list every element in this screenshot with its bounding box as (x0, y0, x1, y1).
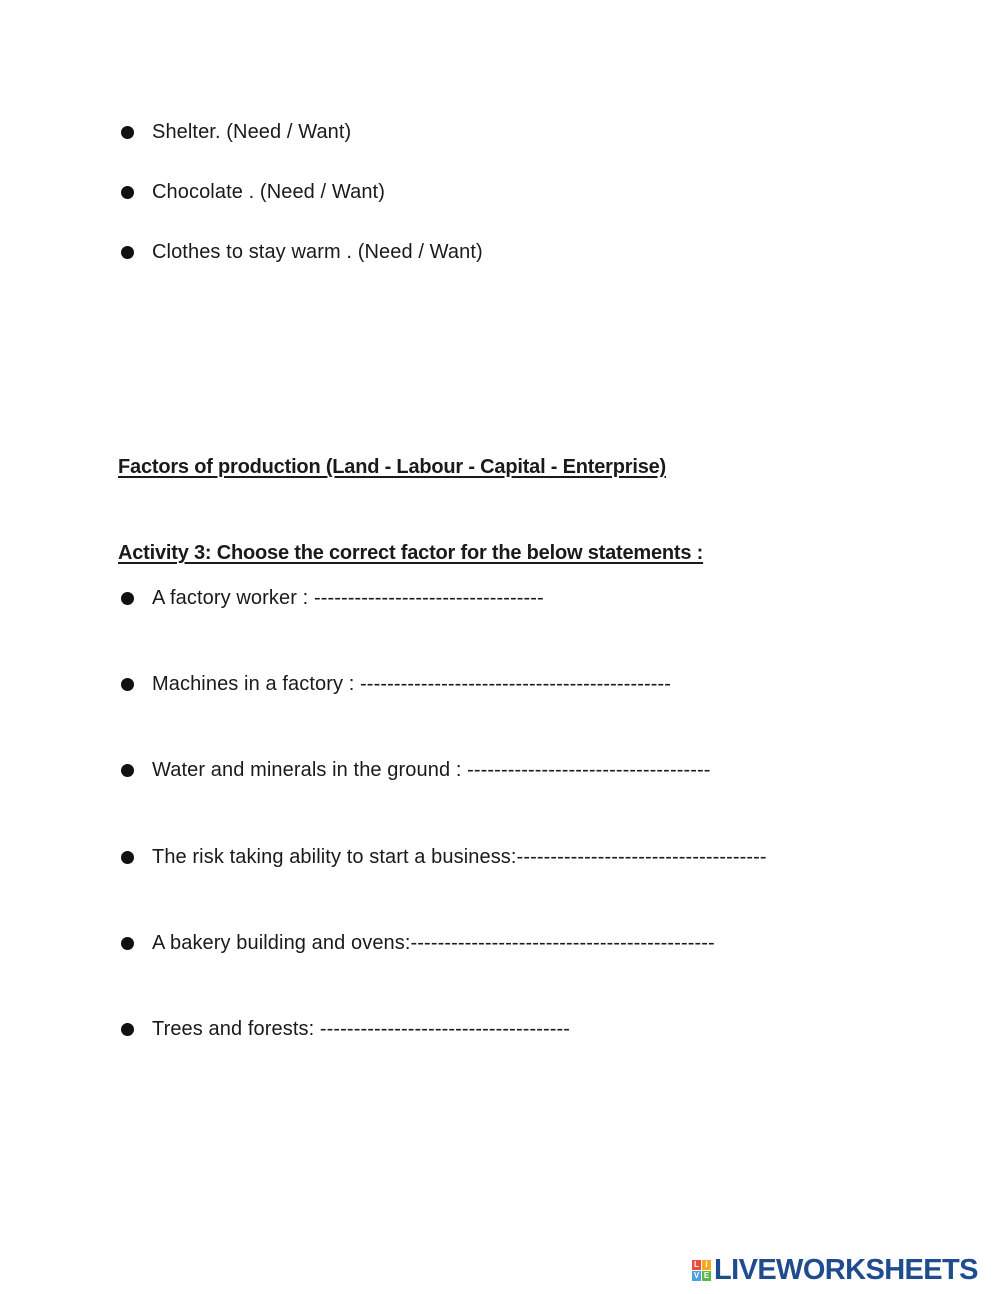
list-item (118, 584, 544, 612)
list-item (118, 118, 351, 146)
item-text[interactable]: Water and minerals in the ground : ------------------------------------ (152, 758, 711, 781)
bullet-icon (121, 186, 134, 199)
list-item (118, 178, 385, 206)
activity-3-heading: Activity 3: Choose the correct factor for the below statements : (118, 542, 704, 564)
item-text[interactable]: Trees and forests: ------------------------------------- (152, 1017, 571, 1040)
bullet-icon (121, 246, 134, 259)
bullet-icon (121, 1023, 134, 1036)
item-text: Clothes to stay warm . (Need / Want) (152, 240, 483, 263)
list-item (118, 929, 715, 957)
item-text: Chocolate . (Need / Want) (152, 180, 385, 203)
logo-cell-e: E (703, 1270, 710, 1280)
list-item (118, 1015, 570, 1043)
bullet-icon (121, 592, 134, 605)
logo-cell-i: I (702, 1260, 711, 1270)
item-text[interactable]: The risk taking ability to start a business:------------------------------------- (152, 845, 767, 868)
list-item (118, 238, 483, 266)
bullet-icon (121, 126, 134, 139)
bullet-icon (121, 851, 134, 864)
bullet-icon (121, 764, 134, 777)
list-item (118, 670, 671, 698)
bullet-icon (121, 937, 134, 950)
factors-heading: Factors of production (Land - Labour - Capital - Enterprise) (118, 456, 667, 478)
logo-cell-v: V (693, 1270, 700, 1280)
logo-mark-icon (692, 1260, 711, 1281)
logo-text: LIVEWORKSHEETS (714, 1253, 978, 1286)
item-text[interactable]: A factory worker : ---------------------------------- (152, 586, 544, 609)
list-item (118, 756, 711, 784)
item-text: Shelter. (Need / Want) (152, 120, 352, 143)
logo-cell-l: L (692, 1260, 701, 1270)
item-text[interactable]: A bakery building and ovens:--------------------------------------------- (152, 931, 715, 954)
list-item (118, 843, 767, 871)
bullet-icon (121, 678, 134, 691)
item-text[interactable]: Machines in a factory : ---------------------------------------------- (152, 672, 672, 695)
liveworksheets-logo (692, 1254, 978, 1286)
